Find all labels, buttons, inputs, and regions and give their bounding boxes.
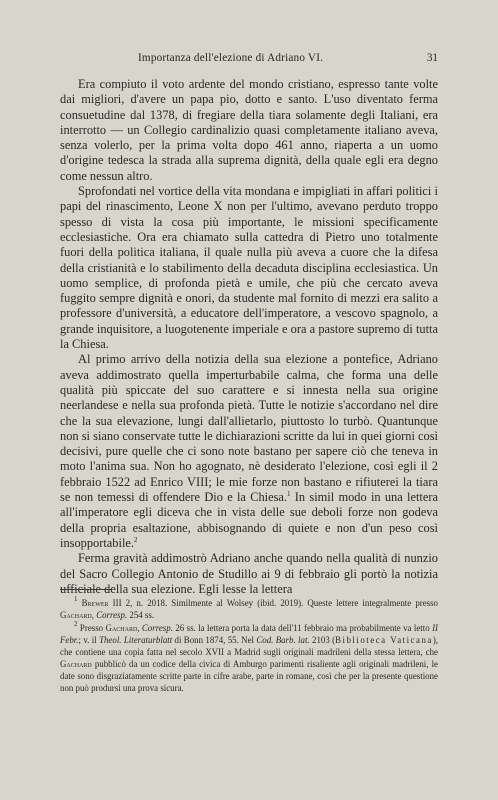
footnote-2-library: Biblioteca Vaticana xyxy=(335,635,433,645)
footnote-1-sep: , xyxy=(91,610,97,620)
footnote-rule xyxy=(60,589,112,590)
footnote-2-sep: , xyxy=(137,623,142,633)
footnote-2-date: II Febr. xyxy=(60,623,438,645)
footnote-2-text-e: 2103 ( xyxy=(309,635,336,645)
footnote-2-codex: Cod. Barb. lat. xyxy=(256,635,310,645)
footnote-2-text-b: 26 ss. la lettera porta la data dell'11 febbraio ma probabilmente va letto xyxy=(172,623,433,633)
footnote-2-text-a: Presso xyxy=(79,623,106,633)
footnote-1-text-a: III 2, n. 2018. Similmente al Wolsey (ibid. 2019). Queste lettere integralmente presso xyxy=(108,598,438,608)
footnote-2-text-d: di Bonn 1874, 55. Nel xyxy=(172,635,257,645)
running-title: Importanza dell'elezione di Adriano VI. xyxy=(138,52,324,64)
paragraph-4: Ferma gravità addimostrò Adriano anche quando nella qualità di nunzio del Sacro Collegio Antonio de Studillo ai 9 di febbraio gli portò la notizia ufficiale della sua elezione. Egli lesse la lettera xyxy=(60,551,438,596)
footnote-2-text-f: ), che contiene una copia fatta nel secolo XVII a Madrid sugli originali madrileni della stessa lettera, che xyxy=(60,635,439,657)
main-text xyxy=(60,77,438,597)
footnote-1-corresp: Corresp. xyxy=(96,610,128,620)
footnote-1-text-b: 254 ss. xyxy=(127,610,155,620)
footnote-2-gachard-2: Gachard xyxy=(60,659,92,669)
footnote-2-corresp: Corresp. xyxy=(141,623,173,633)
page-header xyxy=(60,52,438,68)
paragraph-2: Sprofondati nel vortice della vita mondana e impigliati in affari politici i papi del rinascimento, Leone X non per l'ultimo, avevano perduto troppo spesso di vista la cosa più importante, le missioni specificamente ecclesiastiche. Ora era chiamato sulla cattedra di Pietro uno totalmente fuori della politica italiana, il quale nulla più aveva a cuore che la difesa della cristianità e lo stabilimento della decaduta disciplina ecclesiastica. Un uomo semplice, di profonda pietà e umile, che più che cercato aveva fuggito sempre dignità e onori, da studente mal fornito di mezzi era salito a professore d'università, a educatore dell'imperatore, a vescovo spagnolo, a grande inquisitore, a luogotenente imperiale e ora a pastore supremo di tutta la Chiesa. xyxy=(60,184,438,352)
footnote-2-text-g: pubblicò da un codice della civica di Amburgo parimenti risaliente agli originali madrileni, le date sono disgraziatamente scritte parte in cifre arabe, parte in romane, così che per la presente questione non può prodursi una prova sicura. xyxy=(60,659,438,693)
paragraph-3-part-a: Al primo arrivo della notizia della sua elezione a pontefice, Adriano aveva addimostrato quella imperturbabile calma, che forma una delle qualità più spiccate del suo carattere e si innesta nella sua origine neerlandese e nella sua profonda pietà. Tutte le notizie s'accordano nel dire che la sua elevazione, lungi dall'allietarlo, piuttosto lo turbò. Quantunque non si siano conservate tutte le dichiarazioni scritte da lui in quei giorni così decisivi, pure quelle che ci sono note bastano per sapere ciò che teneva in moto l'anima sua. Non ho agognato, nè desiderato l'elezione, così egli il 2 febbraio 1522 ad Enrico VIII; le mie forze non bastano e rifiuterei la tiara se non temessi di offendere Dio e la Chiesa. xyxy=(60,352,438,505)
footnote-marker-1: 1 xyxy=(287,490,291,499)
footnote-2-text-c: ; v. il xyxy=(78,635,100,645)
footnote-1 xyxy=(60,597,438,621)
paragraph-1: Era compiuto il voto ardente del mondo cristiano, espresso tante volte dai migliori, d'avere un papa pio, dotto e santo. L'uso diventato ferma consuetudine dal 1378, di fregiare della tiara solamente degli Italiani, era interrotto — un Collegio cardinalizio quasi completamente italiano aveva, senza volerlo, per la prima volta dopo 461 anno, riaperta a un uomo d'origine tedesca la strada alla suprema dignità, della quale egli era degno come nessun altro. xyxy=(60,77,438,183)
footnote-marker-2: 2 xyxy=(134,535,138,544)
footnote-2 xyxy=(60,622,438,694)
page-number: 31 xyxy=(426,52,438,64)
footnote-2-gachard: Gachard xyxy=(105,623,138,633)
footnote-1-gachard: Gachard xyxy=(60,610,92,620)
footnote-2-journal: Theol. Literaturblatt xyxy=(99,635,173,645)
footnote-1-number: 1 xyxy=(74,595,78,603)
footnote-1-author: Brewer xyxy=(81,598,109,608)
footnote-2-number: 2 xyxy=(74,620,78,628)
paragraph-3 xyxy=(60,352,438,551)
footnotes xyxy=(60,597,438,695)
paragraph-3-part-b: In simil modo in una lettera all'imperatore egli diceva che in vista delle sue deboli forze non godeva della propria esaltazione, abbisognando di quiete e non d'un peso così insopportabile. xyxy=(60,490,438,550)
